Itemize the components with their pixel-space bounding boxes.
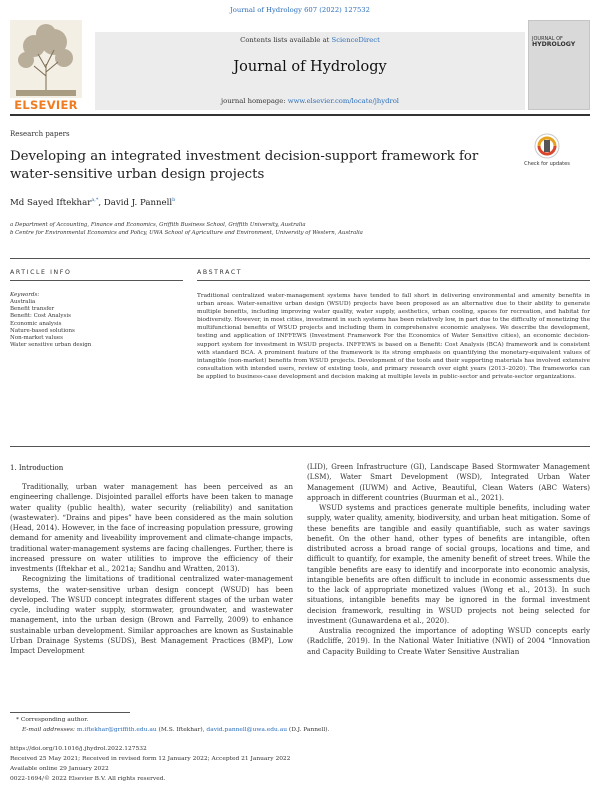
- homepage-prefix: journal homepage:: [221, 97, 288, 105]
- doi-link[interactable]: https://doi.org/10.1016/j.jhydrol.2022.127532: [10, 746, 147, 752]
- keyword: Water sensitive urban design: [10, 342, 92, 349]
- check-for-updates-icon[interactable]: [524, 132, 570, 172]
- author-list: [10, 197, 175, 208]
- author-name[interactable]: Md Sayed Iftekhar: [10, 197, 92, 208]
- keyword: Benefit: Cost Analysis: [10, 313, 71, 320]
- introduction-heading: 1. Introduction: [10, 464, 64, 472]
- contents-line: [95, 36, 525, 44]
- cover-small: JOURNAL OF: [532, 36, 563, 42]
- abstract-bottom-rule: [10, 446, 590, 447]
- elsevier-wordmark[interactable]: ELSEVIER: [14, 98, 78, 112]
- author-separator: ,: [98, 197, 104, 208]
- info-top-rule: [10, 258, 590, 259]
- online-date: Available online 29 January 2022: [10, 766, 109, 772]
- body-paragraph: Traditionally, urban water management has been perceived as an engineering challenge. Disjointed parallel efforts have been taken to manage water quality (public health), water security (reliability) and sanitation (wastewater). “Drains and pipes” have been considered as the main solution (Head, 2014). However, in the face of increasing population pressure, growing demand for amenity and liveability improvement and climate-change impacts, traditional water-management systems are facing challenges. Further, there is increased pressure on water utilities to improve the efficiency of their investments (Iftekhar et al., 2021a; Sandhu and Wratten, 2013).: [10, 482, 293, 573]
- body-column-right: [307, 462, 590, 657]
- author-name[interactable]: David J. Pannell: [103, 197, 173, 208]
- contents-prefix: Contents lists available at: [240, 36, 332, 44]
- abstract-rule: [197, 280, 590, 281]
- author-affil-marker[interactable]: a,*: [91, 197, 99, 203]
- copyright-line: 0022-1694/© 2022 Elsevier B.V. All rights reserved.: [10, 776, 166, 782]
- keyword-list: [10, 299, 91, 349]
- email-link[interactable]: david.pannell@uwa.edu.au: [206, 727, 288, 733]
- keyword: Economic analysis: [10, 320, 62, 327]
- body-column-left: [10, 482, 293, 656]
- email-link[interactable]: m.iftekhar@griffith.edu.au: [76, 727, 157, 733]
- author-affil-marker[interactable]: b: [172, 197, 176, 203]
- article-section: Research papers: [10, 130, 70, 138]
- body-paragraph: Australia recognized the importance of adopting WSUD concepts early (Radcliffe, 2019). In the National Water Initiative (NWI) of 2004 “Innovation and Capacity Building to Create Water Sensitive Australian: [307, 626, 590, 656]
- keyword: Benefit transfer: [10, 306, 55, 313]
- body-paragraph: Recognizing the limitations of traditional centralized water-management systems, the water-sensitive urban design concept (WSUD) has been developed. The WSUD concept integrates different stages of the urban water cycle, including water supply, stormwater, groundwater, and wastewater management, into the urban design (Brown and Farrelly, 2009) to enhance sustainable urban development. Similar approaches are known as Sustainable Urban Drainage Systems (SUDS), Best Management Practices (BMP), Low Impact Development: [10, 574, 293, 655]
- header-rule: [10, 114, 590, 116]
- keyword: Nature-based solutions: [10, 327, 75, 334]
- email-prefix: E-mail addresses:: [22, 727, 77, 733]
- email-line: [22, 727, 329, 733]
- footnote-rule: [10, 712, 130, 713]
- journal-citation[interactable]: Journal of Hydrology 607 (2022) 127532: [230, 6, 370, 14]
- email-owner: (D.J. Pannell).: [287, 727, 330, 733]
- affiliation-a: a Department of Accounting, Finance and Economics, Griffith Business School, Griffith University, Australia: [10, 222, 306, 228]
- received-dates: Received 25 May 2021; Received in revised form 12 January 2022; Accepted 21 January 2022: [10, 756, 291, 762]
- keywords-label: Keywords:: [10, 292, 40, 298]
- email-owner: (M.S. Iftekhar),: [156, 727, 207, 733]
- keyword: Non-market values: [10, 335, 63, 342]
- info-rule: [10, 280, 183, 281]
- sciencedirect-link[interactable]: ScienceDirect: [331, 36, 380, 44]
- affiliation-b: b Centre for Environmental Economics and Policy, UWA School of Agriculture and Environment, University of Western, Australia: [10, 230, 363, 236]
- abstract-text: Traditional centralized water-management systems have tended to fall short in delivering environmental and amenity benefits in urban areas. Water-sensitive urban design (WSUD) projects have been proposed as an alternative due to their ability to generate multiple benefits, including improving water quality, water supply, aesthetics, urban cooling, spaces for recreation, and habitat for biodiversity. However, in most cities, investment in such systems has been relatively low, in part due to the difficulty of monetizing the multifunctional benefits of WSUD projects and including them in comprehensive economic analyses. We describe the development, testing and application of INFFEWS (Investment Framework For the Economics of Water Sensitive cities), an economic decision-support system for investment in WSUD projects. INFFEWS is based on a Benefit: Cost Analysis (BCA) framework and is consistent with standard BCA. A prominent feature of the framework is its strong emphasis on quantifying the monetary-equivalent values of intangible (non-market) benefits from WSUD projects. Development of the tools and their supporting materials has involved extensive consultation with intended users, review of existing tools, and primary research over eight years (2013–2020). The frameworks can be applied to business-case development and decision making at multiple levels in public-sector and private-sector organizations.: [197, 293, 590, 380]
- corresponding-author-note: * Corresponding author.: [16, 717, 89, 723]
- homepage-link[interactable]: www.elsevier.com/locate/jhydrol: [287, 97, 399, 105]
- article-info-heading: ARTICLE INFO: [10, 269, 72, 276]
- homepage-line: [95, 97, 525, 105]
- abstract-heading: ABSTRACT: [197, 269, 243, 276]
- keyword: Australia: [10, 299, 36, 305]
- article-title: Developing an integrated investment decision-support framework for water-sensitive urban design projects: [10, 149, 479, 182]
- cover-title: [532, 36, 588, 48]
- cover-big: HYDROLOGY: [532, 41, 576, 48]
- journal-name: Journal of Hydrology: [233, 59, 387, 75]
- badge-text: Check for updates: [524, 161, 570, 167]
- journal-cover-thumbnail[interactable]: [528, 20, 590, 110]
- body-paragraph: (LID), Green Infrastructure (GI), Landscape Based Stormwater Management (LSM), Water Smart Development (WSD), Integrated Urban Water Management (IUWM) and Active, Beautiful, Clean Waters (ABC Waters) approach in different countries (Buurman et al., 2021).: [307, 462, 590, 502]
- body-paragraph: WSUD systems and practices generate multiple benefits, including water supply, water quality, amenity, biodiversity, and urban heat mitigation. Some of these benefits are tangible and easily quantifiable, such as water savings benefit. On the other hand, other types of benefits are intangible, often distributed across a broad range of social groups, locations and time, and difficult to quantify, for example, the amenity benefit of street trees. While the tangible benefits are easy to identify and incorporate into economic analysis, intangible benefits are often difficult to include in economic assessments due to the lack of appropriate monetized values (Wong et al., 2013). In such situations, intangible benefits may be ignored in the formal investment decision framework, resulting in WSUD projects not being selected for investment (Gunawardena et al., 2020).: [307, 503, 590, 625]
